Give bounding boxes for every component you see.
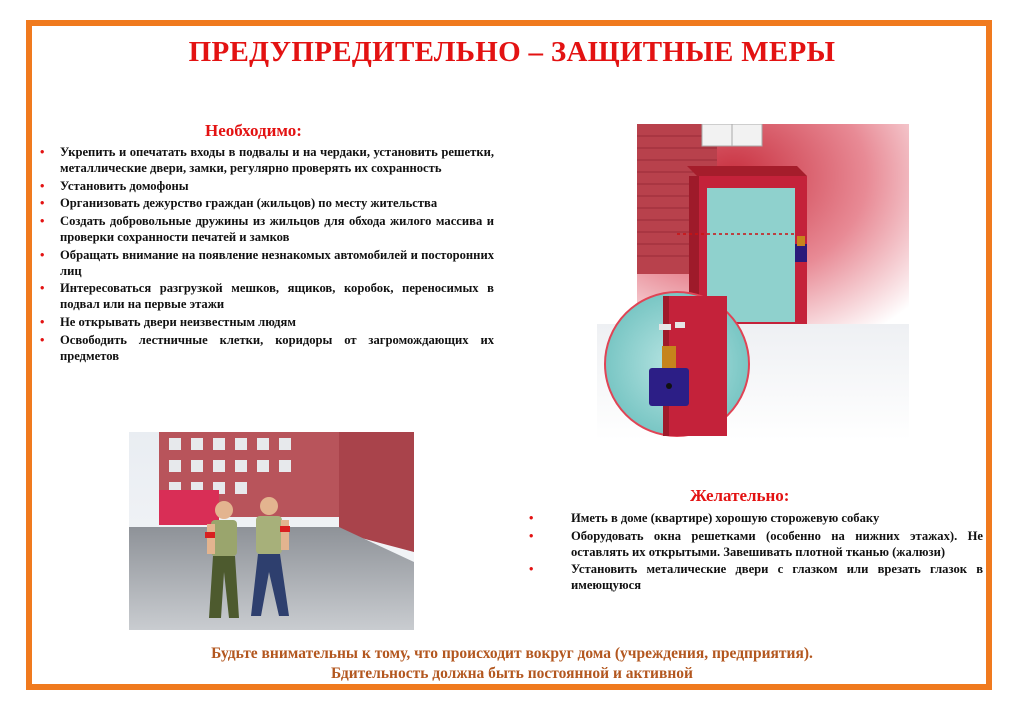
list-item: • Укрепить и опечатать входы в подвалы и на чердаки, установить решетки, металлические двери, замки, регулярно проверять их сохранность	[40, 145, 494, 175]
bullet-icon: •	[40, 281, 45, 296]
list-item: • Обращать внимание на появление незнакомых автомобилей и посторонних лиц	[40, 247, 494, 278]
desirable-heading: Желательно:	[690, 486, 790, 505]
footer-line-1: Будьте внимательны к тому, что происходит вокруг дома (учреждения, предприятия).	[211, 645, 813, 662]
bullet-icon: •	[40, 145, 45, 159]
bullet-icon: •	[529, 528, 534, 543]
list-item: • Не открывать двери неизвестным людям	[40, 314, 296, 329]
bullet-icon: •	[40, 314, 45, 329]
list-item: • Установить домофоны	[40, 178, 189, 193]
list-item: • Создать добровольные дружины из жильцов для обхода жилого массива и проверки сохранности печатей и замков	[40, 214, 494, 244]
patrol-illustration	[129, 432, 414, 630]
bullet-icon: •	[40, 178, 45, 193]
bullet-icon: •	[529, 562, 534, 577]
bullet-icon: •	[40, 247, 45, 262]
bullet-icon: •	[40, 332, 45, 347]
bullet-icon: •	[529, 511, 534, 525]
list-item: • Установить металические двери с глазком или врезать глазок в имеющуюся	[529, 562, 983, 593]
required-heading: Необходимо:	[205, 121, 302, 140]
list-item: • Освободить лестничные клетки, коридоры от загромождающих их предметов	[40, 332, 494, 363]
list-item: • Организовать дежурство граждан (жильцов) по месту жительства	[40, 196, 438, 211]
list-item: • Интересоваться разгрузкой мешков, ящиков, коробок, переносимых в подвал или на первые этажи	[40, 281, 494, 312]
door-lock-svg	[597, 124, 909, 440]
poster-title: ПРЕДУПРЕДИТЕЛЬНО – ЗАЩИТНЫЕ МЕРЫ	[188, 36, 836, 68]
desirable-list	[523, 511, 983, 596]
list-item: • Иметь в доме (квартире) хорошую сторожевую собаку	[529, 511, 880, 525]
required-list	[40, 145, 494, 366]
bullet-icon: •	[40, 214, 45, 229]
patrol-svg	[129, 432, 414, 630]
bullet-icon: •	[40, 196, 45, 211]
footer-line-2: Бдительность должна быть постоянной и активной	[331, 665, 693, 682]
list-item: • Оборудовать окна решетками (особенно на нижних этажах). Не оставлять их открытыми. Завешивать плотной тканью (жалюзи)	[529, 528, 983, 559]
door-lock-illustration	[597, 124, 909, 440]
